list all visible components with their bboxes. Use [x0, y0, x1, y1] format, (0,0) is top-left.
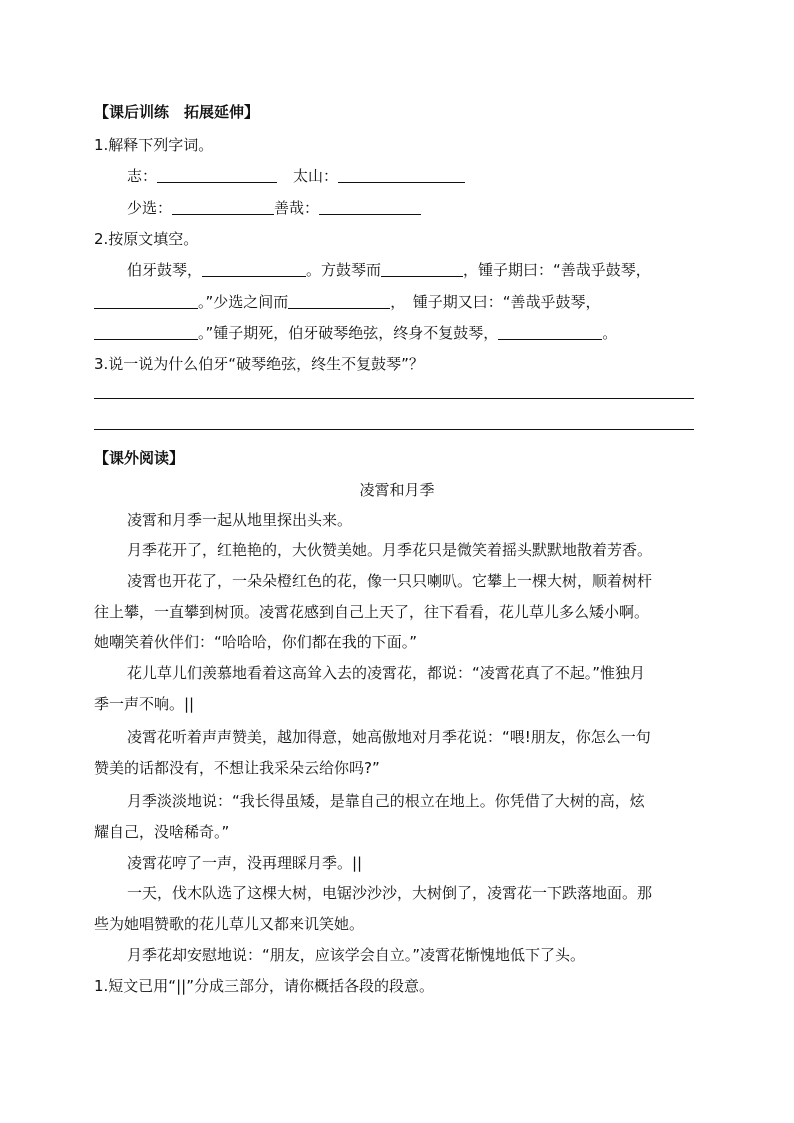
fill-text-7: 。 — [602, 324, 618, 342]
term-shanzai-label: 善哉： — [274, 199, 320, 217]
fill-text-6: 。”锺子期死，伯牙破琴绝弦，终身不复鼓琴， — [198, 324, 499, 342]
section-heading-reading: 【课外阅读】 — [94, 449, 185, 467]
answer-line-1[interactable] — [94, 398, 694, 399]
question-3-label: 3.说一说为什么伯牙“破琴绝弦，终生不复鼓琴”？ — [94, 355, 424, 373]
fill-blank-3[interactable] — [94, 293, 198, 309]
question-1-row-2 — [127, 198, 421, 218]
story-line: 月季花却安慰地说：“朋友，应该学会自立。”凌霄花惭愧地低下了头。 — [127, 946, 586, 964]
term-shaoxuan-label: 少选： — [127, 199, 173, 217]
fill-line-3 — [94, 323, 617, 343]
fill-blank-5[interactable] — [94, 324, 198, 340]
term-zhi-label: 志： — [127, 167, 158, 185]
fill-text-1: 伯牙鼓琴， — [127, 261, 203, 279]
story-line: 月季淡淡地说：“我长得虽矮，是靠自己的根立在地上。你凭借了大树的高，炫 — [127, 792, 645, 810]
fill-text-3: ，锺子期曰：“善哉乎鼓琴， — [463, 261, 651, 279]
story-line: 她嘲笑着伙伴们：“哈哈哈，你们都在我的下面。” — [94, 633, 418, 651]
fill-line-1 — [127, 260, 651, 280]
question-1-label: 1.解释下列字词。 — [94, 136, 214, 154]
story-line: 赞美的话都没有，不想让我采朵云给你吗?” — [94, 759, 380, 777]
term-taishan-label: 太山： — [293, 167, 339, 185]
question-1-row-1 — [127, 166, 465, 186]
fill-text-5: ， 锺子期又曰：“善哉乎鼓琴， — [390, 293, 601, 311]
question-2-label: 2.按原文填空。 — [94, 230, 199, 248]
fill-blank-4[interactable] — [288, 293, 390, 309]
fill-blank-1[interactable] — [202, 261, 306, 277]
story-line: 季一声不响。|| — [94, 695, 195, 713]
story-line: 凌霄花哼了一声，没再理睬月季。|| — [127, 854, 363, 872]
story-line: 往上攀，一直攀到树顶。凌霄花感到自己上天了，往下看看，花儿草儿多么矮小啊。 — [94, 603, 650, 621]
fill-blank-2[interactable] — [381, 261, 463, 277]
story-line: 一天，伐木队选了这棵大树，电锯沙沙沙，大树倒了，凌霄花一下跌落地面。那 — [127, 884, 653, 902]
fill-blank-6[interactable] — [498, 324, 602, 340]
answer-line-2[interactable] — [94, 429, 694, 430]
fill-text-4: 。”少选之间而 — [198, 293, 289, 311]
story-line: 凌霄也开花了，一朵朵橙红色的花，像一只只喇叭。它攀上一棵大树，顺着树杆 — [127, 572, 653, 590]
story-line: 凌霄花听着声声赞美，越加得意，她高傲地对月季花说：“喂!朋友，你怎么一句 — [127, 728, 651, 746]
fill-text-2: 。方鼓琴而 — [306, 261, 382, 279]
story-title: 凌霄和月季 — [359, 481, 435, 499]
term-shanzai-answer-blank[interactable] — [319, 199, 421, 215]
story-line: 耀自己，没啥稀奇。” — [94, 823, 230, 841]
reading-question-1-label: 1.短文已用“||”分成三部分，请你概括各段的段意。 — [94, 977, 434, 995]
section-heading-exercise: 【课后训练 拓展延伸】 — [94, 103, 260, 121]
story-line: 凌霄和月季一起从地里探出头来。 — [127, 511, 353, 529]
story-line: 些为她唱赞歌的花儿草儿又都来讥笑她。 — [94, 915, 365, 933]
fill-line-2 — [94, 292, 601, 312]
story-line: 月季花开了，红艳艳的，大伙赞美她。月季花只是微笑着摇头默默地散着芳香。 — [127, 541, 653, 559]
term-zhi-answer-blank[interactable] — [157, 167, 277, 183]
story-line: 花儿草儿们羡慕地看着这高耸入去的凌霄花，都说：“凌霄花真了不起。”惟独月 — [127, 664, 646, 682]
term-shaoxuan-answer-blank[interactable] — [172, 199, 274, 215]
term-taishan-answer-blank[interactable] — [338, 167, 465, 183]
